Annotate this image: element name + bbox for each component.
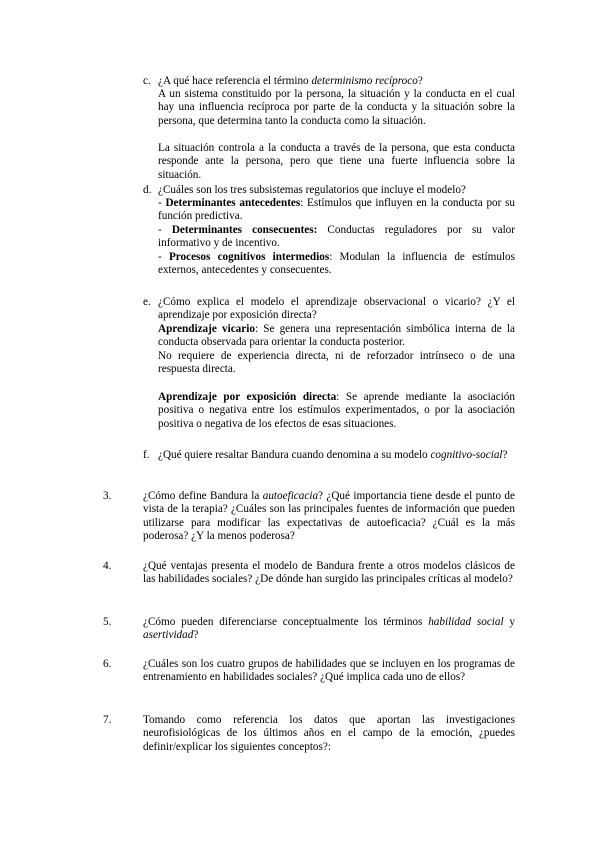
question-7-number: 7. [103, 714, 112, 726]
item-d-question: ¿Cuáles son los tres subsistemas regulatorios que incluye el modelo? [158, 184, 466, 196]
term-autoeficacia: autoeficacia [262, 490, 319, 502]
question-3-number: 3. [103, 490, 112, 502]
question-5-number: 5. [103, 616, 112, 628]
item-e-answer-vicario-2: No requiere de experiencia directa, ni de reforzador intrínseco o de una respuesta directa. [158, 350, 515, 376]
item-f-label: f. [143, 449, 150, 461]
item-c-answer-1: A un sistema constituido por la persona, la situación y la conducta en el cual hay una influencia recíproca por parte de la conducta y la situación sobre la persona, que determina tanto la conducta como la situación. [158, 88, 515, 127]
question-7-text: Tomando como referencia los datos que aportan las investigaciones neurofisiológicas de los últimos años en el campo de la emoción, ¿puedes definir/explicar los siguientes conceptos?: [143, 714, 515, 753]
term-cognitivo-social: cognitivo-social [430, 449, 503, 461]
term-habilidad-social: habilidad social [428, 616, 504, 628]
item-f-question: ¿Qué quiere resaltar Bandura cuando denomina a su modelo cognitivo-social? [158, 449, 508, 461]
item-d-subsystem-3: - Procesos cognitivos intermedios: Modulan la influencia de estímulos externos, antecedentes y consecuentes. [158, 251, 515, 277]
question-5-text: ¿Cómo pueden diferenciarse conceptualmente los términos habilidad social y asertividad? [143, 616, 516, 642]
question-6-number: 6. [103, 658, 112, 670]
item-c-answer-2: La situación controla a la conducta a través de la persona, que esta conducta responde ante la persona, pero que tiene una fuerte influencia sobre la situación. [158, 142, 515, 181]
question-3-text: ¿Cómo define Bandura la autoeficacia? ¿Qué importancia tiene desde el punto de vista de la terapia? ¿Cuáles son las principales fuentes de información que pueden utilizarse para modificar las expectativas de autoeficacia? ¿Cuál es la más poderosa? ¿Y la menos poderosa? [143, 490, 515, 543]
question-4-number: 4. [103, 560, 112, 572]
term-asertividad: asertividad [143, 629, 194, 642]
item-e-label: e. [143, 296, 151, 308]
item-d-subsystem-1: - Determinantes antecedentes: Estímulos que influyen en la conducta por su función predictiva. [158, 197, 515, 223]
question-6-text: ¿Cuáles son los cuatro grupos de habilidades que se incluyen en los programas de entrenamiento en habilidades sociales? ¿Qué implica cada uno de ellos? [143, 658, 515, 684]
item-d-subsystem-2: - Determinantes consecuentes: Conductas reguladores por su valor informativo y de incentivo. [158, 224, 516, 250]
term-determinismo-reciproco: determinismo recíproco [311, 75, 418, 87]
item-c-question: ¿A qué hace referencia el término determinismo recíproco? [158, 75, 423, 87]
item-e-question: ¿Cómo explica el modelo el aprendizaje observacional o vicario? ¿Y el aprendizaje por exposición directa? [158, 296, 515, 322]
item-e-answer-vicario: Aprendizaje vicario: Se genera una representación simbólica interna de la conducta observada para orientar la conducta posterior. [158, 323, 515, 349]
question-4-text: ¿Qué ventajas presenta el modelo de Bandura frente a otros modelos clásicos de las habilidades sociales? ¿De dónde han surgido las principales críticas al modelo? [143, 560, 515, 586]
item-c-label: c. [143, 75, 151, 87]
item-d-label: d. [143, 184, 152, 196]
item-e-answer-directa: Aprendizaje por exposición directa: Se aprende mediante la asociación positiva o negativa entre los estímulos experimentados, o por la asociación positiva o negativa de los efectos de esas situaciones. [158, 391, 515, 430]
